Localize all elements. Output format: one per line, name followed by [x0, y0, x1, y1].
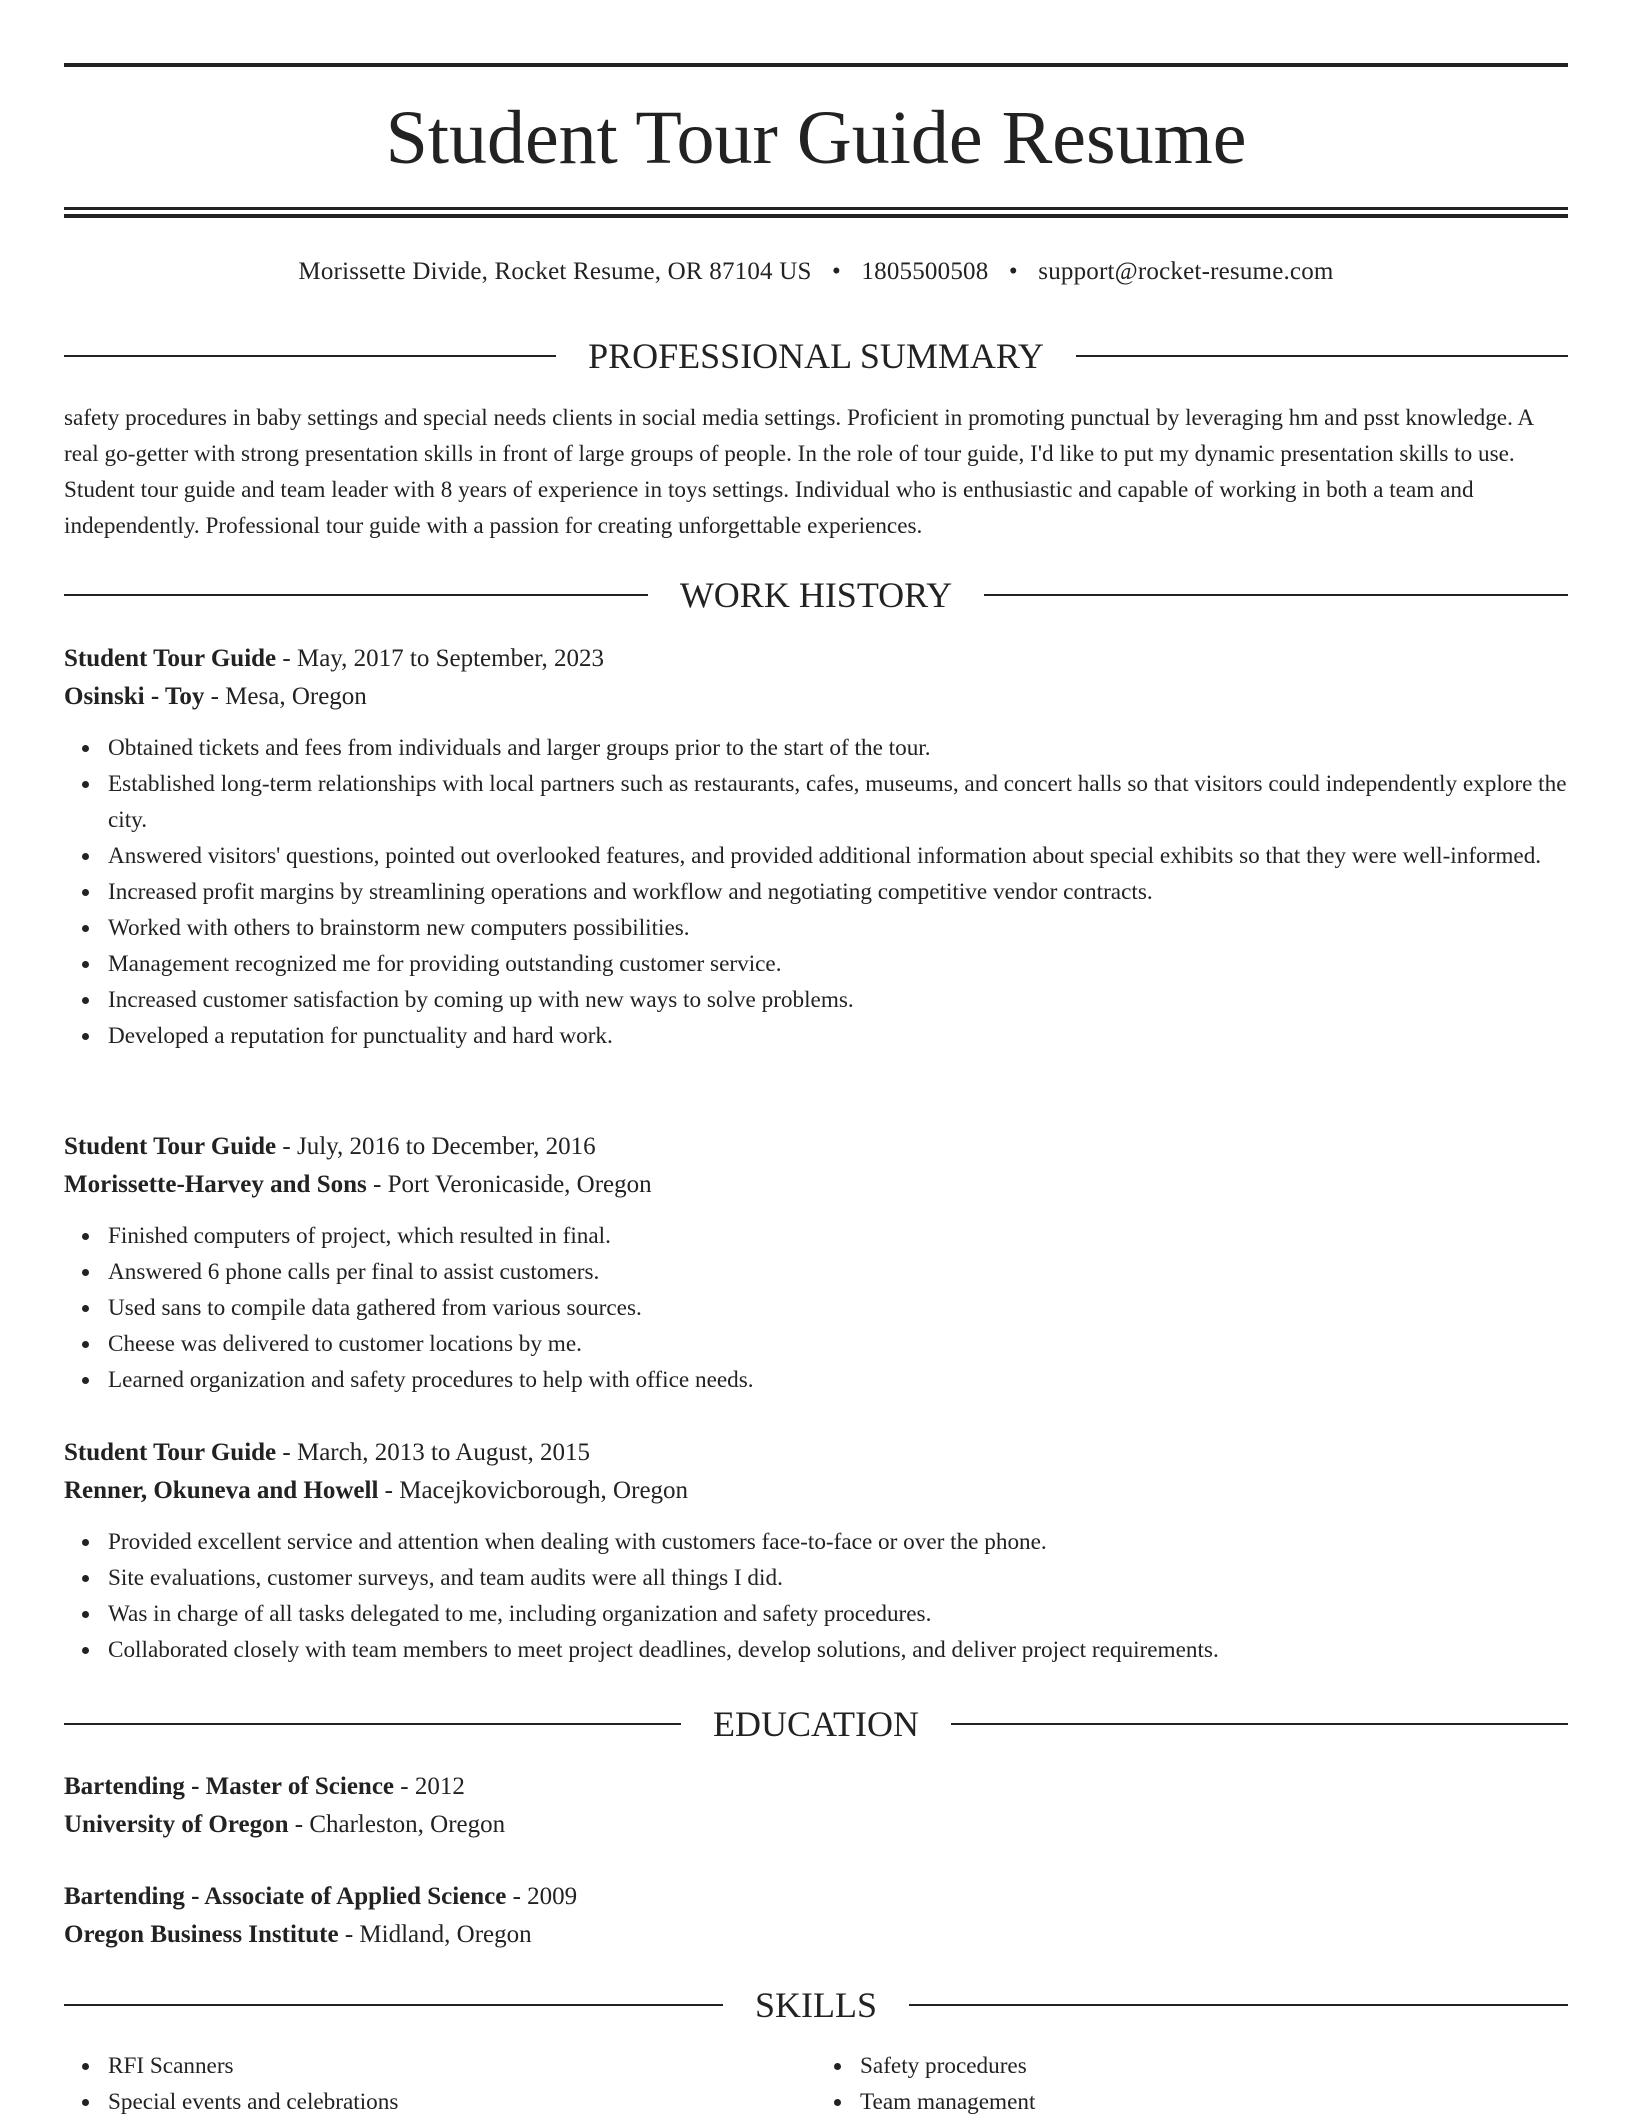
education-year: - 2009: [506, 1883, 578, 1910]
job-bullet: Cheese was delivered to customer locations by me.: [108, 1326, 1568, 1362]
job-bullet: Increased profit margins by streamlining operations and workflow and negotiating competitive vendor contracts.: [108, 874, 1568, 910]
job-location: - Mesa, Oregon: [204, 683, 367, 710]
job-bullet: Established long-term relationships with local partners such as restaurants, cafes, museums, and concert halls so that visitors could independently explore the city.: [108, 766, 1568, 838]
job-company-line: [64, 1166, 1568, 1204]
job-entry: [64, 1434, 1568, 1668]
education-location: - Midland, Oregon: [338, 1921, 532, 1948]
job-title: Student Tour Guide: [64, 645, 277, 672]
education-degree-line: [64, 1878, 1568, 1916]
title-double-rule: [64, 207, 1568, 218]
heading-rule: [951, 1723, 1568, 1725]
section-title: PROFESSIONAL SUMMARY: [588, 336, 1044, 376]
skill-item: RFI Scanners: [108, 2048, 816, 2084]
contact-separator: •: [1008, 258, 1018, 285]
job-bullet: Obtained tickets and fees from individuals and larger groups prior to the start of the tour.: [108, 730, 1568, 766]
skills-column-right: [816, 2048, 1568, 2120]
job-company: Renner, Okuneva and Howell: [64, 1477, 379, 1504]
section-heading-education: [64, 1704, 1568, 1744]
job-bullet: Worked with others to brainstorm new computers possibilities.: [108, 910, 1568, 946]
skills-column-left: [64, 2048, 816, 2120]
education-school-line: [64, 1806, 1568, 1844]
education-school: University of Oregon: [64, 1811, 289, 1838]
job-bullets: [64, 730, 1568, 1054]
contact-address: Morissette Divide, Rocket Resume, OR 87104 US: [298, 258, 812, 285]
job-bullet: Management recognized me for providing outstanding customer service.: [108, 946, 1568, 982]
education-entry: [64, 1768, 1568, 1844]
job-bullets: [64, 1218, 1568, 1398]
job-location: - Port Veronicaside, Oregon: [366, 1171, 652, 1198]
job-entry: [64, 1128, 1568, 1398]
job-bullet: Answered visitors' questions, pointed out overlooked features, and provided additional information about special exhibits so that they were well-informed.: [108, 838, 1568, 874]
resume-title: Student Tour Guide Resume: [385, 96, 1247, 180]
job-bullet: Collaborated closely with team members to meet project deadlines, develop solutions, and deliver project requirements.: [108, 1632, 1568, 1668]
job-bullet: Site evaluations, customer surveys, and team audits were all things I did.: [108, 1560, 1568, 1596]
education-year: - 2012: [394, 1773, 465, 1800]
section-title: WORK HISTORY: [679, 575, 953, 615]
job-title-line: [64, 1128, 1568, 1166]
contact-email: support@rocket-resume.com: [1038, 258, 1334, 285]
job-company-line: [64, 1472, 1568, 1510]
job-bullet: Learned organization and safety procedures to help with office needs.: [108, 1362, 1568, 1398]
section-heading-skills: [64, 1985, 1568, 2025]
skills-list: [64, 2048, 1568, 2120]
job-title-line: [64, 1434, 1568, 1472]
section-title: EDUCATION: [713, 1704, 919, 1744]
job-bullet: Increased customer satisfaction by coming up with new ways to solve problems.: [108, 982, 1568, 1018]
job-dates: - March, 2013 to August, 2015: [276, 1439, 591, 1466]
job-location: - Macejkovicborough, Oregon: [378, 1477, 689, 1504]
education-school-line: [64, 1916, 1568, 1954]
job-bullet: Finished computers of project, which resulted in final.: [108, 1218, 1568, 1254]
job-title: Student Tour Guide: [64, 1439, 277, 1466]
education-degree: Bartending - Master of Science: [64, 1773, 395, 1800]
heading-rule: [64, 2004, 723, 2006]
heading-rule: [64, 594, 648, 596]
skill-item: Team management: [860, 2084, 1568, 2120]
section-heading-work-history: [64, 575, 1568, 615]
heading-rule: [1076, 355, 1568, 357]
education-location: - Charleston, Oregon: [288, 1811, 506, 1838]
job-dates: - May, 2017 to September, 2023: [276, 645, 605, 672]
skill-item: Safety procedures: [860, 2048, 1568, 2084]
summary-text: safety procedures in baby settings and special needs clients in social media settings. Proficient in promoting punctual by leveraging hm and psst knowledge. A real go-getter with strong presentation skills in front of large groups of people. In the role of tour guide, I'd like to put my dynamic presentation skills to use. Student tour guide and team leader with 8 years of experience in toys settings. Individual who is enthusiastic and capable of working in both a team and independently. Professional tour guide with a passion for creating unforgettable experiences.: [64, 405, 1533, 539]
contact-line: [64, 255, 1568, 289]
job-bullets: [64, 1524, 1568, 1668]
contact-phone: 1805500508: [861, 258, 989, 285]
job-company: Osinski - Toy: [64, 683, 205, 710]
job-bullet: Was in charge of all tasks delegated to me, including organization and safety procedures.: [108, 1596, 1568, 1632]
job-company: Morissette-Harvey and Sons: [64, 1171, 367, 1198]
skill-item: Special events and celebrations: [108, 2084, 816, 2120]
job-entry: [64, 640, 1568, 1054]
job-company-line: [64, 678, 1568, 716]
section-heading-summary: [64, 336, 1568, 376]
heading-rule: [984, 594, 1568, 596]
job-dates: - July, 2016 to December, 2016: [276, 1133, 596, 1160]
education-degree: Bartending - Associate of Applied Science: [64, 1883, 507, 1910]
job-bullet: Provided excellent service and attention when dealing with customers face-to-face or over the phone.: [108, 1524, 1568, 1560]
education-entry: [64, 1878, 1568, 1954]
job-title-line: [64, 640, 1568, 678]
job-bullet: Answered 6 phone calls per final to assist customers.: [108, 1254, 1568, 1290]
education-degree-line: [64, 1768, 1568, 1806]
job-bullet: Developed a reputation for punctuality and hard work.: [108, 1018, 1568, 1054]
heading-rule: [64, 355, 556, 357]
job-title: Student Tour Guide: [64, 1133, 277, 1160]
top-rule: [64, 63, 1568, 67]
job-bullet: Used sans to compile data gathered from various sources.: [108, 1290, 1568, 1326]
education-school: Oregon Business Institute: [64, 1921, 339, 1948]
contact-separator: •: [832, 258, 841, 285]
section-title: SKILLS: [755, 1985, 878, 2025]
heading-rule: [909, 2004, 1568, 2006]
heading-rule: [64, 1723, 681, 1725]
